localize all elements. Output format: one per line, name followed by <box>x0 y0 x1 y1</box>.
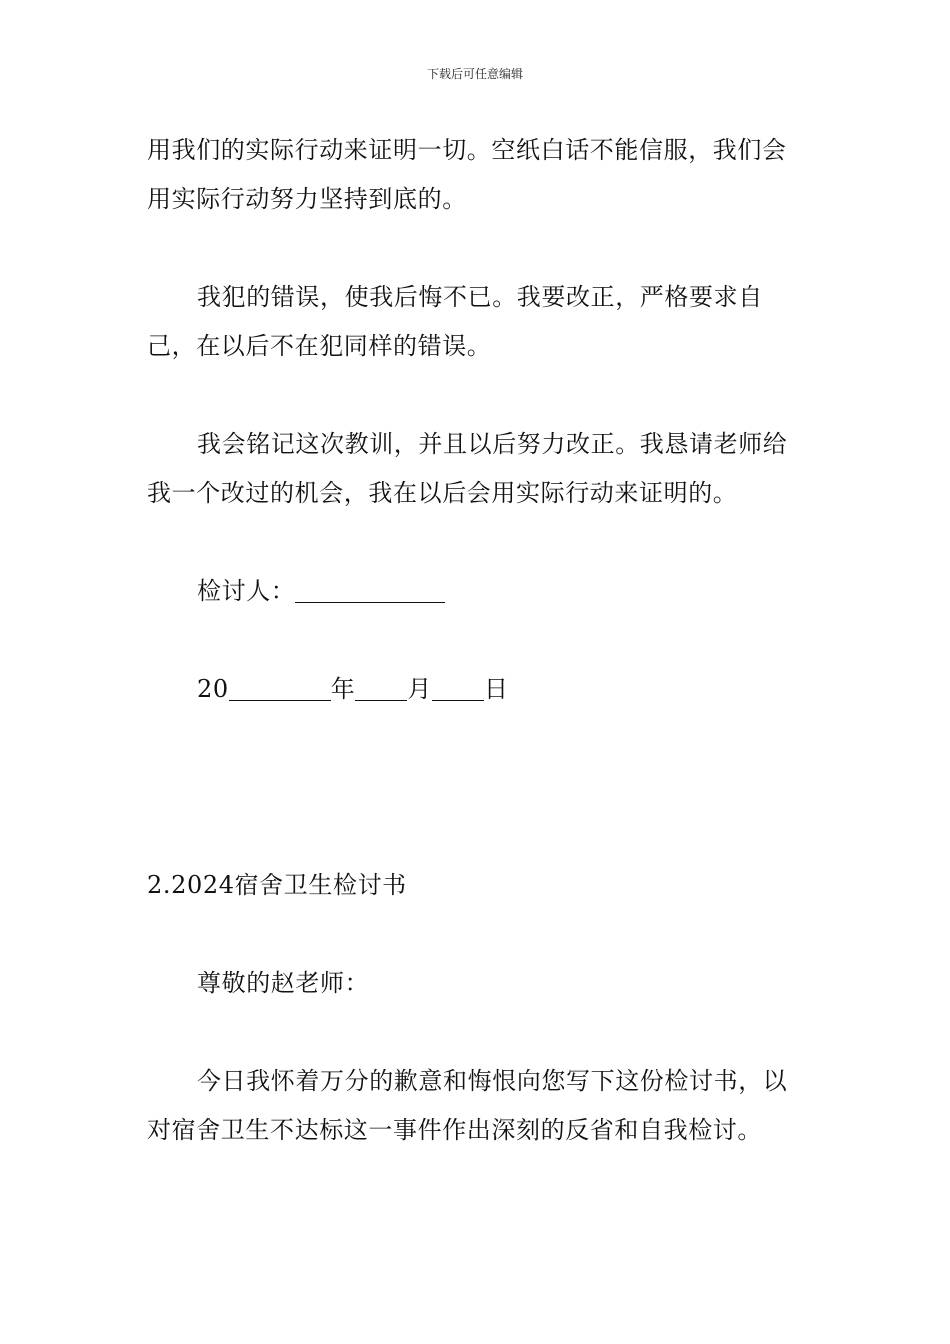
page-header: 下载后可任意编辑 <box>426 67 523 81</box>
date-year-label: 年 <box>330 675 356 703</box>
signature-blank <box>295 576 445 603</box>
day-blank <box>432 674 484 701</box>
signature-label: 检讨人： <box>197 577 296 605</box>
paragraph-gap <box>147 812 807 861</box>
paragraph-3: 我会铭记这次教训，并且以后努力改正。我恳请老师给我一个改过的机会，我在以后会用实际行动来证明的。 <box>147 430 788 507</box>
paragraph-gap <box>147 371 807 420</box>
date-line <box>147 665 807 714</box>
date-day-label: 日 <box>483 675 509 703</box>
paragraph-gap <box>147 910 807 959</box>
paragraph-gap <box>147 616 807 665</box>
date-prefix: 20 <box>197 675 229 703</box>
year-blank <box>229 674 331 701</box>
document-body <box>147 126 807 1155</box>
paragraph-gap <box>147 518 807 567</box>
paragraph-gap <box>147 1008 807 1057</box>
section-2-title: 2.2024宿舍卫生检讨书 <box>147 871 407 899</box>
date-month-label: 月 <box>407 675 432 703</box>
signature-line <box>147 567 807 616</box>
section-2-paragraph-1: 今日我怀着万分的歉意和悔恨向您写下这份检讨书，以对宿舍卫生不达标这一事件作出深刻的反省和自我检讨。 <box>147 1067 788 1144</box>
paragraph-gap <box>147 224 807 273</box>
paragraph-2: 我犯的错误，使我后悔不已。我要改正，严格要求自己，在以后不在犯同样的错误。 <box>147 283 763 360</box>
paragraph-gap <box>147 714 807 763</box>
paragraph-gap <box>147 763 807 812</box>
paragraph-1: 用我们的实际行动来证明一切。空纸白话不能信服，我们会用实际行动努力坚持到底的。 <box>147 136 787 213</box>
month-blank <box>355 674 407 701</box>
salutation: 尊敬的赵老师： <box>197 969 370 997</box>
